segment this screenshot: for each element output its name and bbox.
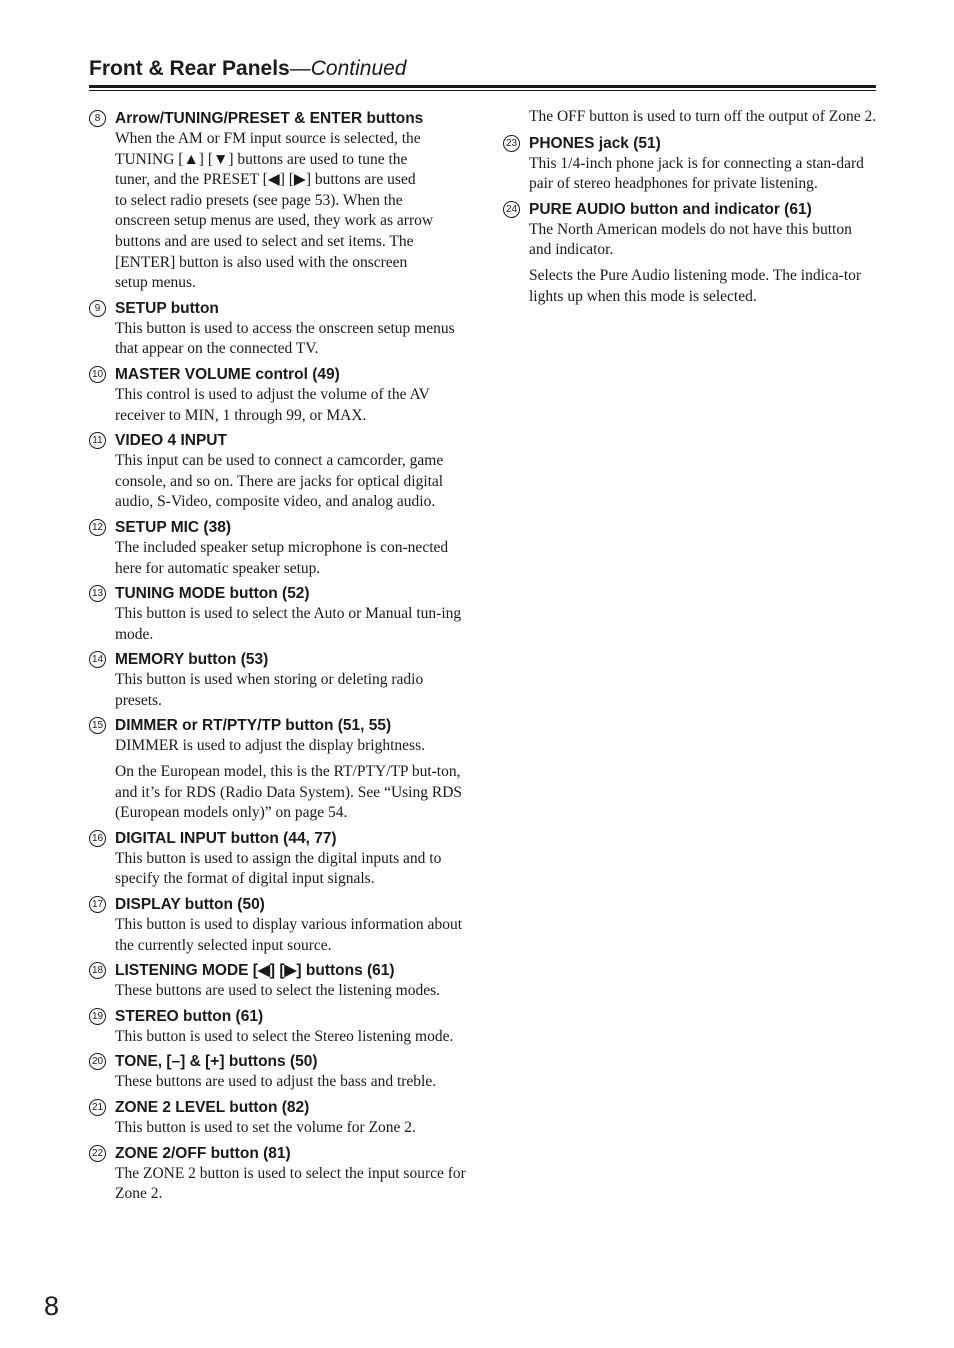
item-title: STEREO button (61) bbox=[115, 1007, 264, 1025]
list-item bbox=[89, 1006, 469, 1048]
item-number-badge: 21 bbox=[89, 1099, 106, 1116]
list-item bbox=[503, 199, 878, 307]
item-title: PHONES jack (51) bbox=[529, 134, 661, 152]
item-title: MEMORY button (53) bbox=[115, 651, 269, 669]
item-title: SETUP button bbox=[115, 299, 219, 317]
continued-label: —Continued bbox=[289, 57, 407, 80]
item-description: The included speaker setup microphone is con-nected here for automatic speaker setup. bbox=[115, 538, 449, 577]
list-item bbox=[89, 583, 469, 645]
item-number-badge: 11 bbox=[89, 432, 106, 449]
item-description bbox=[115, 129, 469, 294]
item-number-badge: 9 bbox=[89, 300, 106, 317]
item-description-line: [ENTER] button is also used with the onscreen bbox=[115, 253, 408, 271]
item-title: DIMMER or RT/PTY/TP button (51, 55) bbox=[115, 717, 392, 735]
item-description: This button is used to access the onscreen setup menus that appear on the connected TV. bbox=[115, 319, 455, 358]
list-item bbox=[89, 960, 469, 1002]
item-description: This 1/4-inch phone jack is for connecting a stan-dard pair of stereo headphones for private listening. bbox=[529, 154, 864, 193]
item-number-badge: 17 bbox=[89, 896, 106, 913]
item-number-badge: 18 bbox=[89, 962, 106, 979]
item-title: ZONE 2/OFF button (81) bbox=[115, 1144, 291, 1162]
list-item bbox=[89, 715, 469, 823]
item-description-line: setup menus. bbox=[115, 274, 196, 292]
list-item bbox=[89, 1097, 469, 1139]
right-column bbox=[503, 107, 878, 311]
header-rule-thick bbox=[89, 85, 876, 88]
item-number-badge: 8 bbox=[89, 110, 106, 127]
item-number-badge: 10 bbox=[89, 366, 106, 383]
item-number-badge: 14 bbox=[89, 651, 106, 668]
item-title: Arrow/TUNING/PRESET & ENTER buttons bbox=[115, 110, 424, 127]
item-title: PURE AUDIO button and indicator (61) bbox=[529, 200, 812, 218]
list-item bbox=[89, 1143, 469, 1205]
left-column bbox=[89, 108, 469, 1209]
item-description: This button is used to set the volume for Zone 2. bbox=[115, 1119, 416, 1136]
item-description: Selects the Pure Audio listening mode. The indica-tor lights up when this mode is selected. bbox=[529, 266, 862, 305]
item-number-badge: 20 bbox=[89, 1053, 106, 1070]
item-number-badge: 15 bbox=[89, 717, 106, 734]
item-description: This button is used to display various information about the currently selected input source. bbox=[115, 916, 462, 954]
item-title: TONE, [–] & [+] buttons (50) bbox=[115, 1053, 318, 1071]
list-item bbox=[89, 108, 469, 294]
item-description-line: When the AM or FM input source is selected, the bbox=[115, 130, 421, 147]
item-number-badge: 24 bbox=[503, 201, 520, 218]
item-description: This button is used when storing or deleting radio presets. bbox=[115, 671, 424, 709]
list-item bbox=[89, 430, 469, 513]
list-item bbox=[89, 649, 469, 711]
item-number-badge: 12 bbox=[89, 519, 106, 536]
item-description: DIMMER is used to adjust the display brightness. bbox=[115, 737, 425, 755]
item-description-line: tuner, and the PRESET [◀] [▶] buttons are used bbox=[115, 171, 416, 189]
item-description: These buttons are used to select the listening modes. bbox=[115, 982, 440, 1000]
item-description: On the European model, this is the RT/PTY/TP but-ton, and it’s for RDS (Radio Data System). See “Using RDS (European models only)” on page 54. bbox=[115, 763, 463, 822]
item-description: This button is used to select the Stereo listening mode. bbox=[115, 1027, 454, 1045]
list-item bbox=[89, 298, 469, 360]
list-item bbox=[89, 894, 469, 956]
item-title: TUNING MODE button (52) bbox=[115, 585, 310, 603]
list-item bbox=[89, 828, 469, 890]
item-description: The North American models do not have this button and indicator. bbox=[529, 220, 852, 259]
item-description: This button is used to select the Auto or Manual tun-ing mode. bbox=[115, 605, 462, 643]
item-description: This control is used to adjust the volume of the AV receiver to MIN, 1 through 99, or MAX. bbox=[115, 385, 430, 424]
item-description: This button is used to assign the digital inputs and to specify the format of digital input signals. bbox=[115, 849, 442, 888]
list-item bbox=[89, 364, 469, 426]
zone2-off-continuation: The OFF button is used to turn off the output of Zone 2. bbox=[529, 108, 877, 125]
item-title: ZONE 2 LEVEL button (82) bbox=[115, 1099, 310, 1116]
list-item bbox=[503, 133, 878, 195]
list-item bbox=[89, 1051, 469, 1093]
page-header bbox=[89, 55, 876, 83]
item-description-line: TUNING [▲] [▼] buttons are used to tune the bbox=[115, 150, 408, 168]
item-description-line: onscreen setup menus are used, they work as arrow bbox=[115, 212, 434, 230]
item-title: DISPLAY button (50) bbox=[115, 896, 265, 914]
item-description: The ZONE 2 button is used to select the input source for Zone 2. bbox=[115, 1164, 466, 1203]
item-number-badge: 13 bbox=[89, 585, 106, 602]
item-description: This input can be used to connect a camcorder, game console, and so on. There are jacks for optical digital audio, S-Video, composite video, and analog audio. bbox=[115, 452, 444, 511]
page-title bbox=[89, 55, 876, 83]
section-title: Front & Rear Panels bbox=[89, 57, 290, 80]
header-rule-thin bbox=[89, 90, 876, 91]
item-title: LISTENING MODE [◀] [▶] buttons (61) bbox=[115, 962, 395, 980]
list-item bbox=[89, 517, 469, 579]
item-number-badge: 23 bbox=[503, 135, 520, 152]
item-description-line: buttons and are used to select and set items. The bbox=[115, 232, 414, 250]
item-number-badge: 19 bbox=[89, 1008, 106, 1025]
item-description: These buttons are used to adjust the bass and treble. bbox=[115, 1073, 437, 1091]
item-title: SETUP MIC (38) bbox=[115, 518, 231, 536]
item-number-badge: 22 bbox=[89, 1145, 106, 1162]
item-title: DIGITAL INPUT button (44, 77) bbox=[115, 829, 337, 847]
item-title: VIDEO 4 INPUT bbox=[115, 432, 227, 450]
item-number-badge: 16 bbox=[89, 830, 106, 847]
item-description-line: to select radio presets (see page 53). When the bbox=[115, 191, 403, 209]
item-title: MASTER VOLUME control (49) bbox=[115, 365, 340, 383]
page-number: 8 bbox=[44, 1291, 60, 1321]
